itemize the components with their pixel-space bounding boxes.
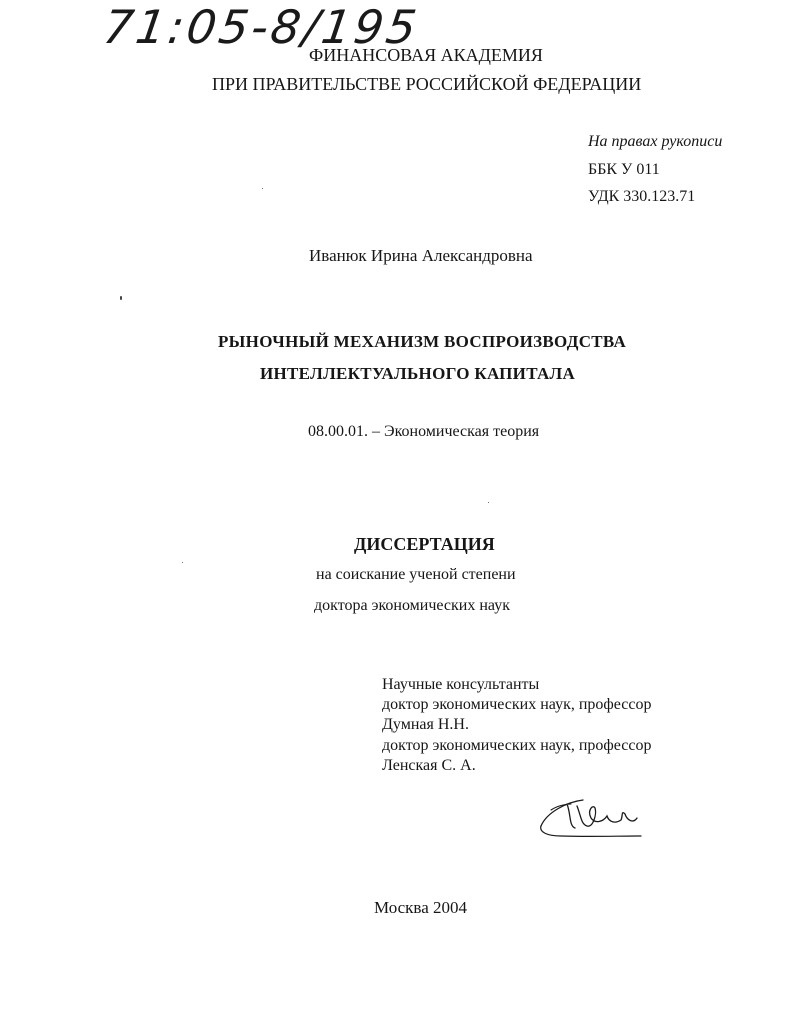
signature-image — [537, 792, 643, 842]
consultant-1-name: Думная Н.Н. — [382, 716, 469, 733]
scan-speck — [120, 296, 122, 300]
scan-speck — [182, 562, 183, 563]
institution-line-2: ПРИ ПРАВИТЕЛЬСТВЕ РОССИЙСКОЙ ФЕДЕРАЦИИ — [212, 74, 642, 94]
dissertation-title-line-1: РЫНОЧНЫЙ МЕХАНИЗМ ВОСПРОИЗВОДСТВА — [218, 332, 627, 351]
consultants-heading: Научные консультанты — [382, 676, 540, 693]
specialty-code: 08.00.01. – Экономическая теория — [308, 423, 540, 440]
consultant-1-degree: доктор экономических наук, профессор — [382, 696, 652, 713]
udk-code: УДК 330.123.71 — [588, 188, 696, 205]
consultant-2-name: Ленская С. А. — [382, 757, 476, 774]
bbk-code: ББК У 011 — [588, 161, 660, 178]
archive-number-handwritten: 71:05-8/195 — [100, 0, 423, 54]
document-type-heading: ДИССЕРТАЦИЯ — [354, 534, 495, 554]
consultant-2-degree: доктор экономических наук, профессор — [382, 737, 652, 754]
city-year: Москва 2004 — [374, 898, 468, 917]
author-name: Иванюк Ирина Александровна — [309, 246, 533, 265]
degree-line-1: на соискание ученой степени — [316, 566, 516, 583]
scan-speck — [488, 502, 489, 503]
institution-line-1: ФИНАНСОВАЯ АКАДЕМИЯ — [309, 45, 543, 65]
scan-speck — [262, 188, 263, 189]
dissertation-title-line-2: ИНТЕЛЛЕКТУАЛЬНОГО КАПИТАЛА — [260, 364, 576, 383]
manuscript-rights-note: На правах рукописи — [588, 133, 723, 150]
degree-line-2: доктора экономических наук — [314, 597, 510, 614]
